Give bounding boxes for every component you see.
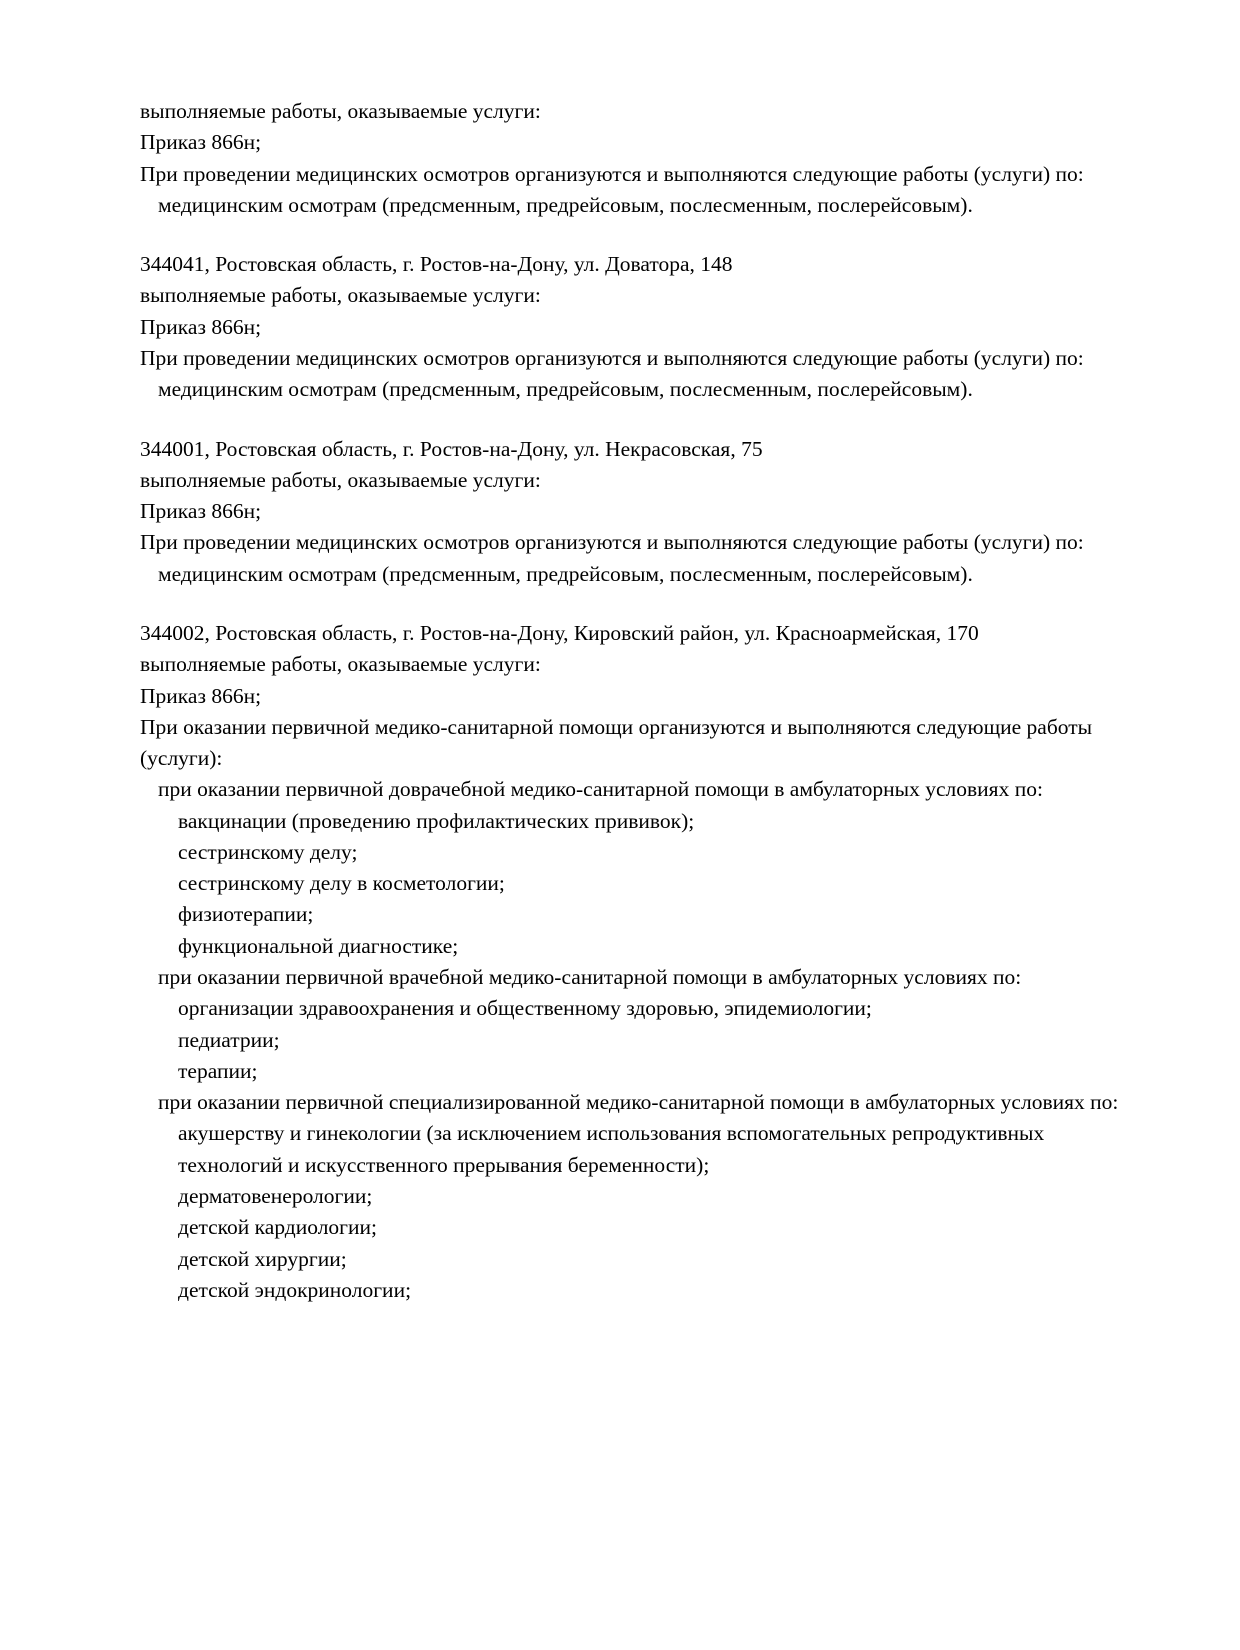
document-line: Приказ 866н; (140, 314, 262, 339)
document-body (140, 96, 1120, 1306)
document-line: При оказании первичной медико-санитарной помощи организуются и выполняются следующие работы (услуги): (140, 714, 1098, 771)
document-line: Приказ 866н; (140, 130, 262, 155)
document-line: детской эндокринологии; (178, 1277, 412, 1302)
document-line: акушерству и гинекологии (за исключением использования вспомогательных репродуктивных технологий и искусственного прерывания беременности); (178, 1121, 1050, 1177)
document-line: при оказании первичной доврачебной медико-санитарной помощи в амбулаторных условиях по: (158, 777, 1043, 802)
document-line: при оказании первичной врачебной медико-санитарной помощи в амбулаторных условиях по: (158, 965, 1022, 990)
document-line: Приказ 866н; (140, 683, 262, 708)
document-line: При проведении медицинских осмотров организуются и выполняются следующие работы (услуги) по: (140, 345, 1084, 370)
document-line: при оказании первичной специализированной медико-санитарной помощи в амбулаторных условиях по: (158, 1090, 1119, 1115)
document-line: детской кардиологии; (178, 1215, 377, 1240)
document-line: 344001, Ростовская область, г. Ростов-на-Дону, ул. Некрасовская, 75 (140, 436, 763, 461)
document-line: дерматовенерологии; (178, 1184, 373, 1208)
document-line: сестринскому делу в косметологии; (178, 871, 505, 896)
document-line: При проведении медицинских осмотров организуются и выполняются следующие работы (услуги) по: (140, 530, 1084, 555)
document-line: терапии; (178, 1058, 258, 1083)
document-line: Приказ 866н; (140, 499, 262, 524)
document-line: вакцинации (проведению профилактических прививок); (178, 808, 695, 833)
document-line: детской хирургии; (178, 1246, 347, 1271)
document-line: выполняемые работы, оказываемые услуги: (140, 467, 541, 492)
document-line: организации здравоохранения и общественному здоровью, эпидемиологии; (178, 996, 872, 1021)
document-line: При проведении медицинских осмотров организуются и выполняются следующие работы (услуги) по: (140, 161, 1084, 186)
document-line: выполняемые работы, оказываемые услуги: (140, 283, 541, 308)
block-nekrasovskaya-75 (140, 434, 1120, 590)
document-line: сестринскому делу; (178, 839, 358, 864)
document-line: 344002, Ростовская область, г. Ростов-на-Дону, Кировский район, ул. Красноармейская, 170 (140, 620, 979, 645)
document-line: функциональной диагностике; (178, 933, 459, 958)
block-dovatora-148 (140, 249, 1120, 405)
document-line: медицинским осмотрам (предсменным, предрейсовым, послесменным, послерейсовым). (158, 561, 973, 586)
document-line: медицинским осмотрам (предсменным, предрейсовым, послесменным, послерейсовым). (158, 377, 973, 402)
document-line: физиотерапии; (178, 902, 314, 927)
document-line: выполняемые работы, оказываемые услуги: (140, 652, 541, 677)
block-intro (140, 96, 1120, 221)
block-krasnoarmeyskaya-170 (140, 618, 1120, 1306)
document-line: педиатрии; (178, 1027, 280, 1052)
document-line: выполняемые работы, оказываемые услуги: (140, 99, 541, 123)
document-line: медицинским осмотрам (предсменным, предрейсовым, послесменным, послерейсовым). (158, 192, 973, 217)
document-line: 344041, Ростовская область, г. Ростов-на-Дону, ул. Доватора, 148 (140, 252, 733, 277)
